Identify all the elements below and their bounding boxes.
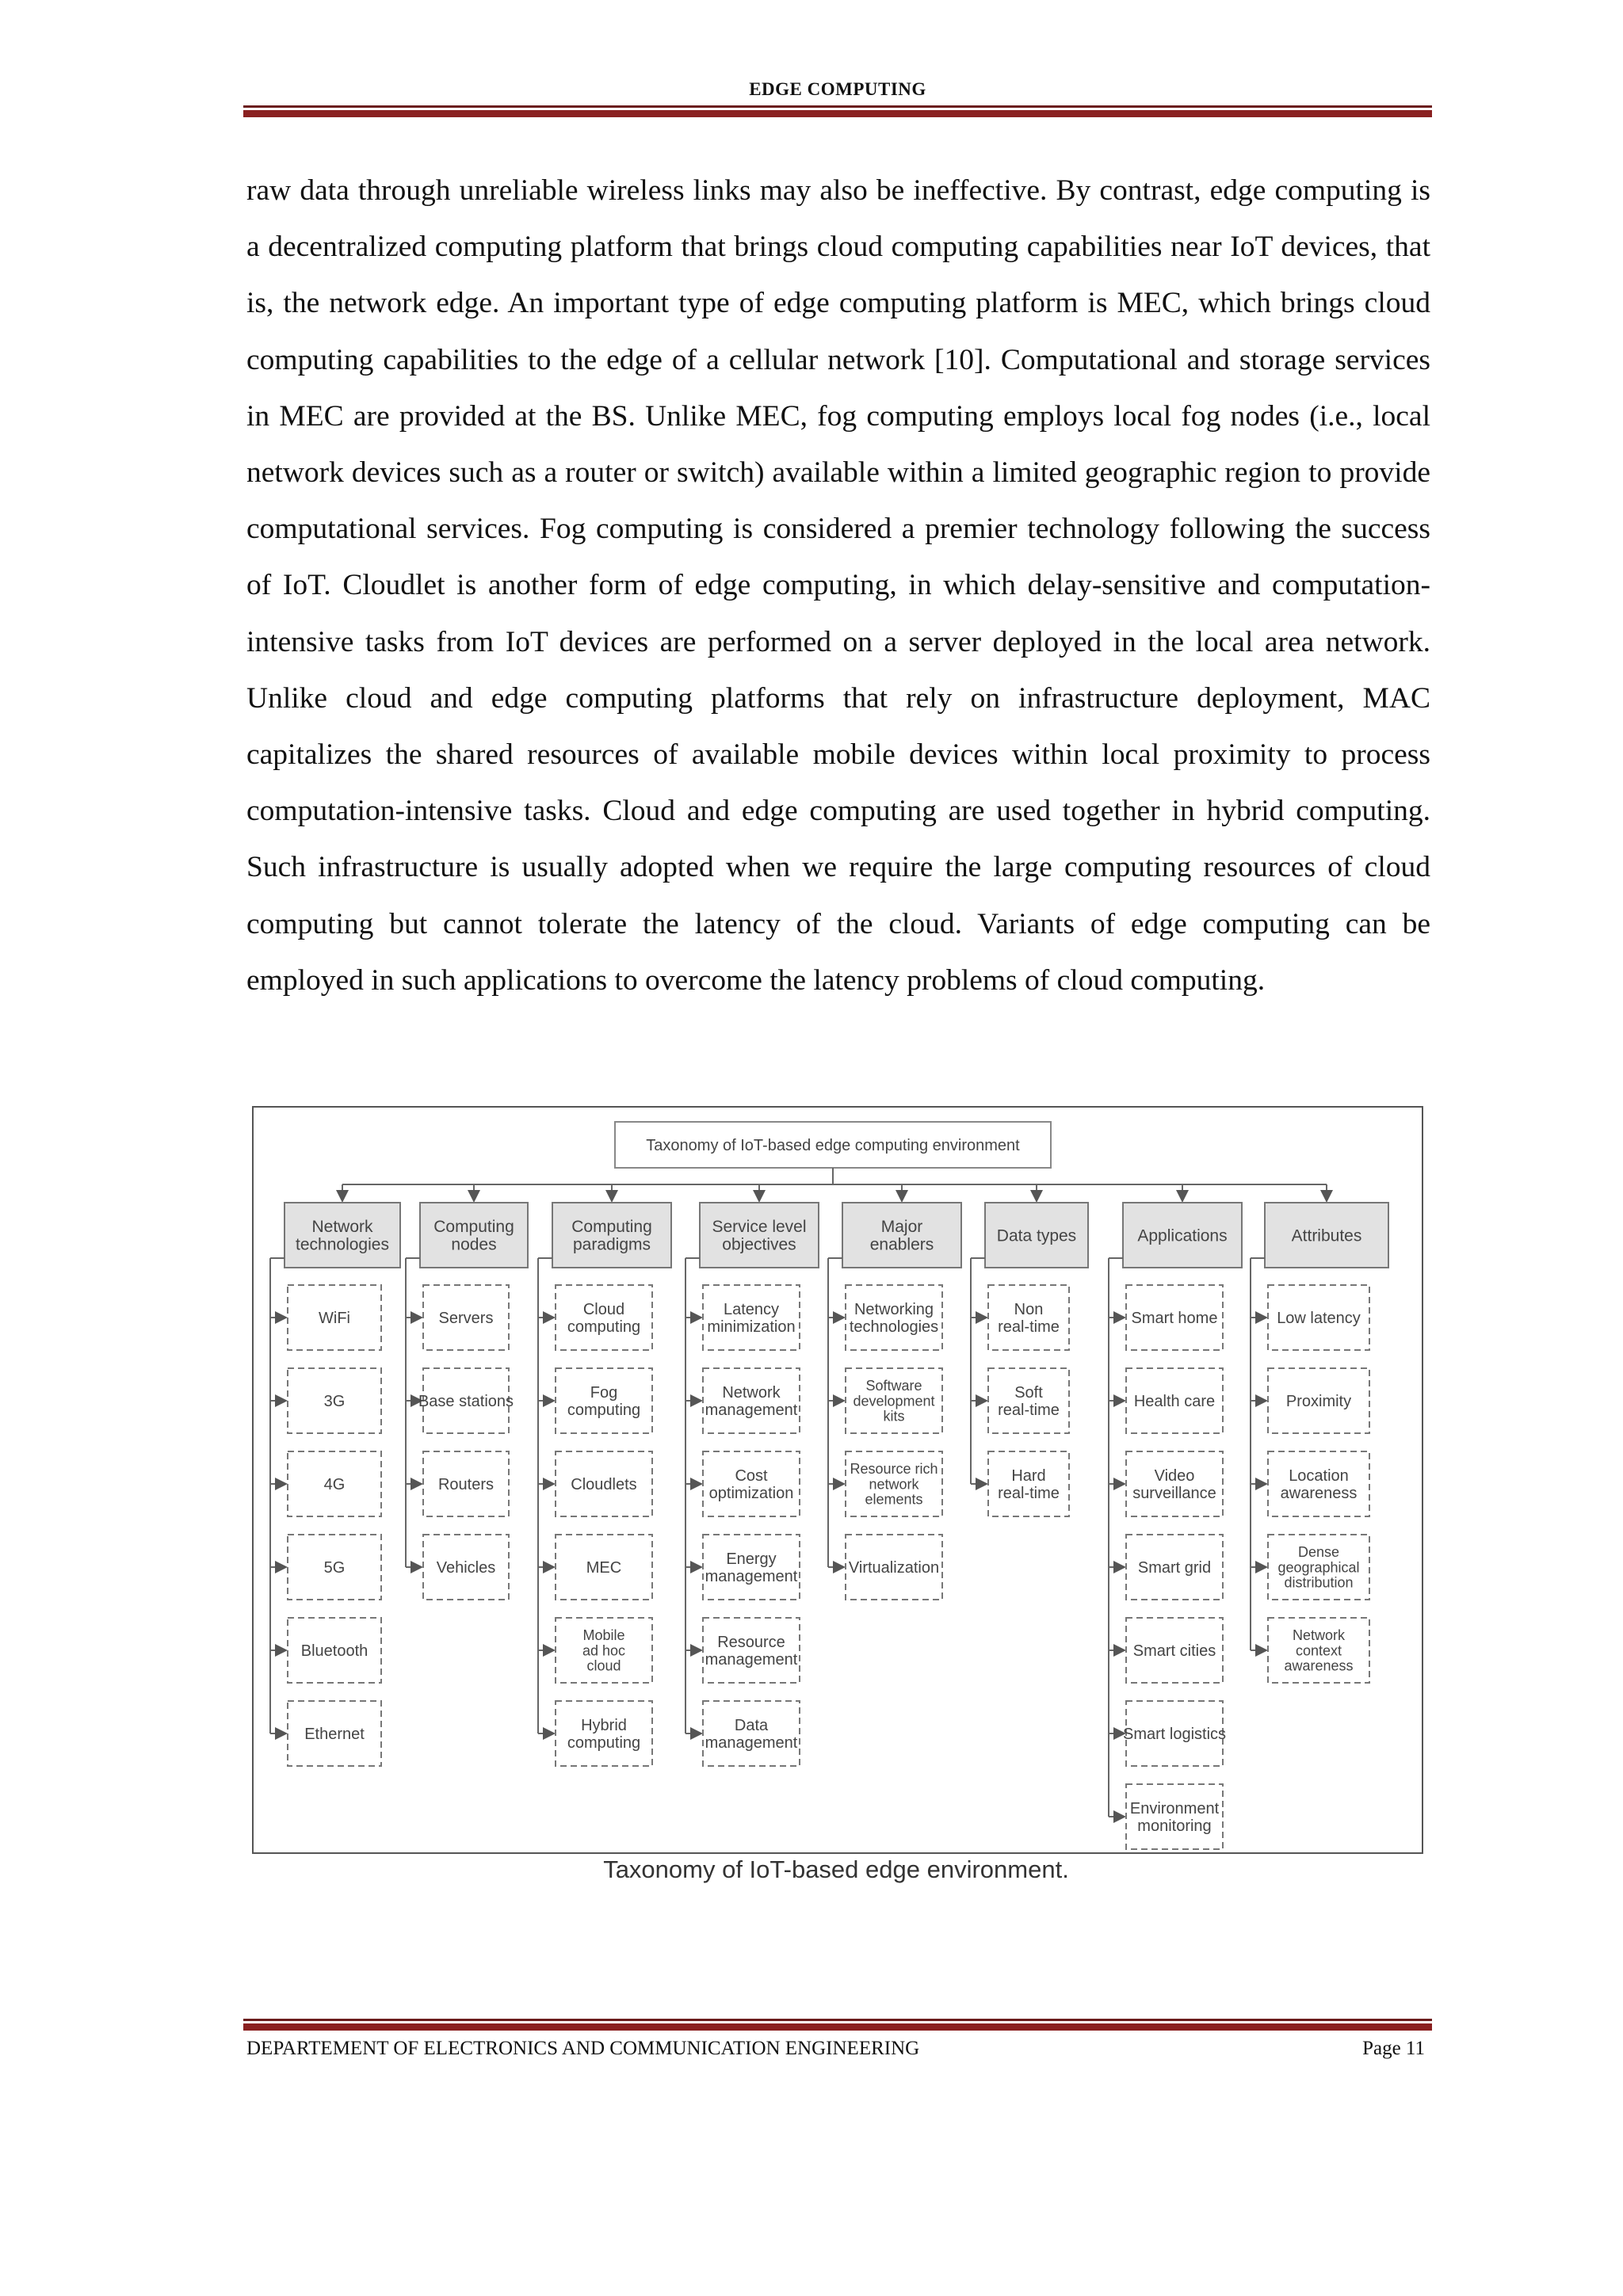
category-title-line: paradigms xyxy=(572,1235,651,1254)
taxonomy-item-label-line: Health care xyxy=(1133,1393,1216,1410)
taxonomy-item-label-line: development xyxy=(853,1393,935,1409)
category-title-line: Service level xyxy=(712,1218,807,1237)
taxonomy-item-label xyxy=(439,1310,494,1327)
taxonomy-item-label xyxy=(324,1476,346,1493)
taxonomy-item-label-line: optimization xyxy=(708,1484,794,1502)
taxonomy-item-label-line: network xyxy=(869,1476,919,1493)
root-node-label xyxy=(646,1137,1020,1154)
taxonomy-item-label xyxy=(319,1310,350,1327)
taxonomy-item-label-line: technologies xyxy=(849,1318,939,1336)
category-title-line: enablers xyxy=(869,1235,934,1254)
category-title-line: Network xyxy=(311,1218,373,1237)
taxonomy-item-label xyxy=(1281,1467,1358,1502)
taxonomy-item-label-line: Cost xyxy=(735,1467,768,1486)
taxonomy-item-label-line: Resource xyxy=(717,1634,785,1652)
category-title xyxy=(571,1218,652,1254)
taxonomy-item-label-line: Cloudlets xyxy=(571,1476,637,1493)
taxonomy-item-label-line: Mobile xyxy=(582,1627,625,1643)
taxonomy-item-label xyxy=(1138,1559,1211,1577)
taxonomy-item-label-line: Network xyxy=(1292,1627,1346,1643)
taxonomy-item-label-line: monitoring xyxy=(1137,1817,1212,1835)
taxonomy-item-label-line: management xyxy=(705,1733,798,1752)
taxonomy-item-label-line: ad hoc xyxy=(582,1642,626,1659)
taxonomy-item-label-line: Virtualization xyxy=(848,1559,940,1577)
category-title-line: Data types xyxy=(996,1226,1077,1245)
taxonomy-item-label-line: Network xyxy=(722,1384,781,1402)
taxonomy-item-label-line: Smart home xyxy=(1131,1310,1218,1327)
taxonomy-item-label-line: awareness xyxy=(1284,1657,1354,1674)
taxonomy-item-label-line: Cloud xyxy=(582,1301,625,1319)
taxonomy-item-label xyxy=(849,1559,939,1577)
taxonomy-item-label-line: Energy xyxy=(726,1550,777,1569)
taxonomy-item-label-line: real-time xyxy=(998,1484,1060,1502)
taxonomy-item-label xyxy=(324,1393,346,1410)
taxonomy-item-label-line: computing xyxy=(567,1401,641,1419)
taxonomy-item-label xyxy=(705,1634,798,1669)
taxonomy-item-label-line: Soft xyxy=(1014,1384,1043,1402)
taxonomy-item-label-line: Bluetooth xyxy=(300,1642,369,1660)
taxonomy-item-label-line: Hybrid xyxy=(581,1717,627,1735)
taxonomy-item-label-line: Dense xyxy=(1297,1543,1340,1560)
taxonomy-item-label-line: Ethernet xyxy=(304,1726,365,1743)
taxonomy-item-label xyxy=(324,1559,346,1577)
taxonomy-item-label-line: context xyxy=(1295,1642,1342,1659)
taxonomy-item-label-line: awareness xyxy=(1280,1484,1358,1502)
taxonomy-item-label xyxy=(571,1476,636,1493)
taxonomy-item-label-line: management xyxy=(705,1567,798,1585)
category-title-line: Applications xyxy=(1137,1226,1228,1245)
taxonomy-item-label xyxy=(1277,1310,1361,1327)
taxonomy-item-label-line: elements xyxy=(865,1491,923,1508)
taxonomy-item-label xyxy=(1132,1310,1218,1327)
taxonomy-item-label xyxy=(586,1559,621,1577)
taxonomy-item-label-line: Location xyxy=(1289,1467,1349,1486)
taxonomy-item-label-line: real-time xyxy=(998,1318,1060,1336)
taxonomy-item-label-line: geographical xyxy=(1277,1559,1360,1576)
figure-caption: Taxonomy of IoT-based edge environment. xyxy=(603,1855,1069,1883)
taxonomy-item-label-line: Smart grid xyxy=(1137,1559,1212,1577)
taxonomy-item-label-line: Networking xyxy=(854,1301,934,1319)
body-paragraph: raw data through unreliable wireless links may also be ineffective. By contrast, edge computing is a decentralized computing platform that brings cloud computing capabilities near IoT devices, that is, the network edge. An important type of edge computing platform is MEC, which brings cloud computing capabilities to the edge of a cellular network [10]. Computational and storage services in MEC are provided at the BS. Unlike MEC, fog computing employs local fog nodes (i.e., local network devices such as a router or switch) available within a limited geographic region to provide computational services. Fog computing is considered a premier technology following the success of IoT. Cloudlet is another form of edge computing, in which delay-sensitive and computation-intensive tasks from IoT devices are performed on a server deployed in the local area network. Unlike cloud and edge computing platforms that rely on infrastructure deployment, MAC capitalizes the shared resources of available mobile devices within local proximity to process computation-intensive tasks. Cloud and edge computing are used together in hybrid computing. Such infrastructure is usually adopted when we require the large computing resources of cloud computing but cannot tolerate the latency of the cloud. Variants of edge computing can be employed in such applications to overcome the latency problems of cloud computing. xyxy=(246,174,1430,997)
taxonomy-item-label-line: Proximity xyxy=(1285,1393,1352,1410)
taxonomy-item-label-line: cloud xyxy=(586,1657,621,1674)
taxonomy-item-label xyxy=(301,1642,369,1660)
taxonomy-item-label xyxy=(1130,1800,1220,1835)
category-title-line: objectives xyxy=(722,1235,796,1254)
footer-page-number: Page 11 xyxy=(1362,2038,1425,2059)
taxonomy-item-label-line: Software xyxy=(865,1377,922,1394)
root-node-label-line: Taxonomy of IoT-based edge computing environment xyxy=(646,1137,1020,1154)
taxonomy-item-label-line: Non xyxy=(1014,1301,1044,1319)
taxonomy-item-label xyxy=(1133,1642,1216,1660)
taxonomy-item-label-line: MEC xyxy=(586,1559,622,1577)
taxonomy-item-label-line: Base stations xyxy=(418,1393,514,1410)
taxonomy-item-label xyxy=(1123,1726,1226,1743)
taxonomy-item-label-line: kits xyxy=(883,1408,905,1425)
category-title-line: nodes xyxy=(451,1235,497,1254)
footer-department: DEPARTEMENT OF ELECTRONICS AND COMMUNICATION ENGINEERING xyxy=(246,2038,920,2059)
taxonomy-item-label-line: minimization xyxy=(707,1318,796,1336)
footer-rule xyxy=(243,2019,1432,2031)
taxonomy-item-label-line: Low latency xyxy=(1277,1310,1361,1327)
taxonomy-item-label xyxy=(418,1393,514,1410)
taxonomy-item-label-line: computing xyxy=(567,1318,641,1336)
taxonomy-item-label-line: 4G xyxy=(323,1476,346,1493)
taxonomy-item-label-line: management xyxy=(705,1650,798,1669)
category-title xyxy=(1137,1226,1227,1245)
category-title xyxy=(712,1218,806,1254)
taxonomy-item-label-line: Servers xyxy=(438,1310,494,1327)
taxonomy-item-label-line: 3G xyxy=(323,1393,346,1410)
category-title-line: Computing xyxy=(571,1218,652,1237)
taxonomy-item-label xyxy=(1134,1393,1215,1410)
taxonomy-item-label-line: computing xyxy=(567,1733,641,1752)
taxonomy-item-label-line: Video xyxy=(1154,1467,1195,1486)
taxonomy-figure xyxy=(252,1106,1423,1854)
category-title-line: technologies xyxy=(296,1235,389,1254)
taxonomy-diagram xyxy=(254,1108,1422,1852)
taxonomy-item-label-line: Environment xyxy=(1129,1800,1220,1818)
category-title-line: Attributes xyxy=(1291,1226,1362,1245)
taxonomy-item-label-line: surveillance xyxy=(1132,1484,1216,1502)
taxonomy-item-label xyxy=(582,1627,625,1674)
taxonomy-item-label-line: Hard xyxy=(1011,1467,1046,1486)
taxonomy-item-label xyxy=(304,1726,365,1743)
taxonomy-item-label-line: management xyxy=(705,1401,798,1419)
taxonomy-item-label-line: Fog xyxy=(590,1384,618,1402)
taxonomy-item-label-line: Routers xyxy=(437,1476,495,1493)
taxonomy-item-label-line: real-time xyxy=(998,1401,1060,1419)
taxonomy-item-label xyxy=(438,1476,494,1493)
taxonomy-item-label-line: Latency xyxy=(723,1301,780,1319)
category-title-line: Major xyxy=(880,1218,923,1237)
taxonomy-item-label xyxy=(1286,1393,1351,1410)
taxonomy-item-label-line: Resource rich xyxy=(850,1460,938,1477)
category-title-line: Computing xyxy=(433,1218,514,1237)
taxonomy-item-label-line: Smart logistics xyxy=(1122,1726,1227,1743)
taxonomy-item-label-line: 5G xyxy=(323,1559,346,1577)
taxonomy-item-label xyxy=(437,1559,496,1577)
taxonomy-item-label-line: WiFi xyxy=(319,1310,350,1327)
taxonomy-item-label-line: Smart cities xyxy=(1132,1642,1216,1660)
page-header-title: EDGE COMPUTING xyxy=(749,79,926,99)
taxonomy-item-label-line: Data xyxy=(734,1717,769,1735)
category-title xyxy=(997,1226,1076,1245)
taxonomy-item-label-line: distribution xyxy=(1284,1574,1354,1591)
header-rule xyxy=(243,105,1432,117)
taxonomy-item-label xyxy=(850,1301,938,1336)
taxonomy-item-label-line: Vehicles xyxy=(436,1559,496,1577)
category-title xyxy=(1292,1226,1362,1245)
